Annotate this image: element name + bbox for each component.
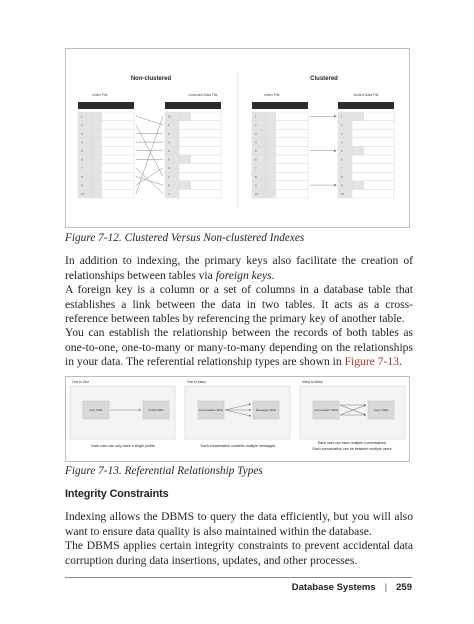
messages-table-label: Messages Table [255, 408, 277, 412]
one-to-one-note: Each user can only have a single profile [91, 444, 155, 448]
nc-index-row-label: 10 [81, 192, 85, 196]
c-index-row-label: 3 [255, 131, 257, 136]
c-index-label: Index File [264, 93, 280, 97]
c-index-row-label: 1 [255, 114, 257, 119]
nc-index-row-label: 7 [81, 166, 83, 171]
conversation-table-label: Conversation Table [199, 408, 223, 412]
figure-clustered-vs-nonclustered [65, 48, 410, 228]
c-data-row-label: 5 [341, 149, 343, 153]
nc-index-header [78, 102, 134, 109]
many-to-many-note-2: Each conversation can be between multiple users [312, 447, 392, 451]
nc-pointer-line [136, 116, 163, 125]
c-index-table [252, 102, 308, 198]
nc-index-row-label: 5 [81, 149, 83, 153]
c-index-row-label: 10 [255, 192, 259, 196]
c-data-table [338, 102, 394, 198]
m2m-users-label: Users Table [373, 408, 389, 412]
c-data-row-label: 1 [341, 114, 343, 119]
nc-data-header [165, 102, 221, 109]
c-data-row-label: 10 [341, 192, 345, 196]
many-to-many-title: Many to Many [302, 380, 323, 384]
section-heading-integrity-constraints: Integrity Constraints [65, 488, 169, 500]
page-number: 259 [396, 582, 412, 593]
nc-data-row-label: 9 [168, 166, 170, 171]
paragraph-indexing-data-quality: Indexing allows the DBMS to query the data efficiently, but you will also want to ensure data quality is also maintained within the database. [65, 510, 413, 538]
nc-data-row-label: 7 [168, 192, 170, 196]
nc-index-row-label: 3 [81, 131, 83, 136]
one-to-many-note: Each conversation contains multiple messages [200, 444, 276, 448]
m2m-conversation-label: Conversation Table [314, 408, 338, 412]
nc-data-row-label: 10 [168, 114, 172, 119]
c-data-row-label: 9 [341, 183, 343, 188]
c-data-row-label: 4 [341, 140, 343, 145]
c-pointer-arrowhead [334, 149, 337, 152]
nc-index-row-label: 8 [81, 174, 83, 179]
nc-data-label: Unsorted Data File [188, 93, 218, 97]
c-index-header [252, 102, 308, 109]
c-index-row-label: 4 [255, 140, 257, 145]
nc-data-row-label: 1 [168, 123, 170, 128]
nc-data-row-label: 5 [168, 149, 170, 153]
nc-index-row-label: 6 [81, 157, 83, 162]
footer-rule [65, 577, 412, 578]
c-pointer-arrows [310, 115, 337, 187]
paragraph-relationship-types: You can establish the relationship between the records of both tables as one-to-one, one-to-many or many-to-many depending on the relationships in your data. The referential relationship types are shown in Figure 7-13. [65, 326, 413, 368]
nc-index-row-label: 2 [81, 123, 83, 128]
user-table-label: User Table [89, 408, 103, 412]
c-data-label: Sorted Data File [353, 93, 379, 97]
nc-index-table [78, 102, 134, 198]
one-to-many-title: One to Many [187, 380, 206, 384]
figure-7-13-link[interactable]: Figure 7-13 [344, 355, 399, 368]
c-pointer-arrowhead [334, 184, 337, 187]
nc-data-table [165, 102, 221, 198]
c-index-row-label: 2 [255, 123, 257, 128]
c-data-row-label: 3 [341, 131, 343, 136]
nc-index-row-label: 4 [81, 140, 83, 145]
footer-section-name: Database Systems [291, 582, 376, 593]
index-diagram [66, 49, 411, 229]
nc-index-row-label: 1 [81, 114, 83, 119]
relationship-diagram [66, 377, 411, 463]
paragraph-foreign-key-definition: A foreign key is a column or a set of columns in a database table that establishes a link between the data in two tables. It acts as a cross-reference between tables by referencing the primary key of another table. [65, 283, 413, 325]
c-data-row-label: 2 [341, 123, 343, 128]
nc-index-row-label: 9 [81, 183, 83, 188]
figure-7-12-caption: Figure 7-12. Clustered Versus Non-clustered Indexes [65, 232, 305, 244]
one-to-one-title: One to One [72, 380, 90, 384]
c-pointer-arrowhead [334, 115, 337, 118]
term-foreign-keys: foreign keys [215, 268, 272, 282]
c-index-row-label: 5 [255, 149, 257, 153]
c-data-header [338, 102, 394, 109]
c-data-row-label: 6 [341, 157, 343, 162]
nc-pointer-line [136, 177, 163, 186]
nc-pointer-arrows [136, 116, 163, 193]
many-to-many-note-1: Each user can have multiple conversations [317, 441, 387, 445]
paragraph-integrity-constraints: The DBMS applies certain integrity constraints to prevent accidental data corruption during data insertions, updates, and other processes. [65, 539, 413, 567]
c-index-row-label: 8 [255, 174, 257, 179]
paragraph-foreign-keys-intro: In addition to indexing, the primary keys also facilitate the creation of relationships between tables via foreign keys. [65, 254, 413, 282]
profile-table-label: Profile Table [148, 408, 164, 412]
nc-data-row-label: 2 [168, 174, 170, 179]
figure-referential-relationships [65, 376, 410, 462]
page-footer [292, 582, 412, 593]
c-index-row-label: 6 [255, 157, 257, 162]
c-index-row-label: 7 [255, 166, 257, 171]
nc-data-row-label: 3 [168, 131, 170, 136]
c-index-row-label: 9 [255, 183, 257, 188]
c-data-row-label: 8 [341, 174, 343, 179]
footer-separator: | [384, 582, 388, 593]
nc-pointer-line [136, 116, 163, 193]
nc-index-label: Index File [92, 93, 108, 97]
nonclustered-title: Non-clustered [130, 76, 172, 82]
c-data-row-label: 7 [341, 166, 343, 171]
nc-data-row-label: 8 [168, 183, 170, 188]
nc-data-row-label: 4 [168, 140, 170, 145]
figure-7-13-caption: Figure 7-13. Referential Relationship Types [65, 465, 263, 477]
nc-data-row-label: 6 [168, 157, 170, 162]
clustered-title: Clustered [310, 76, 338, 82]
